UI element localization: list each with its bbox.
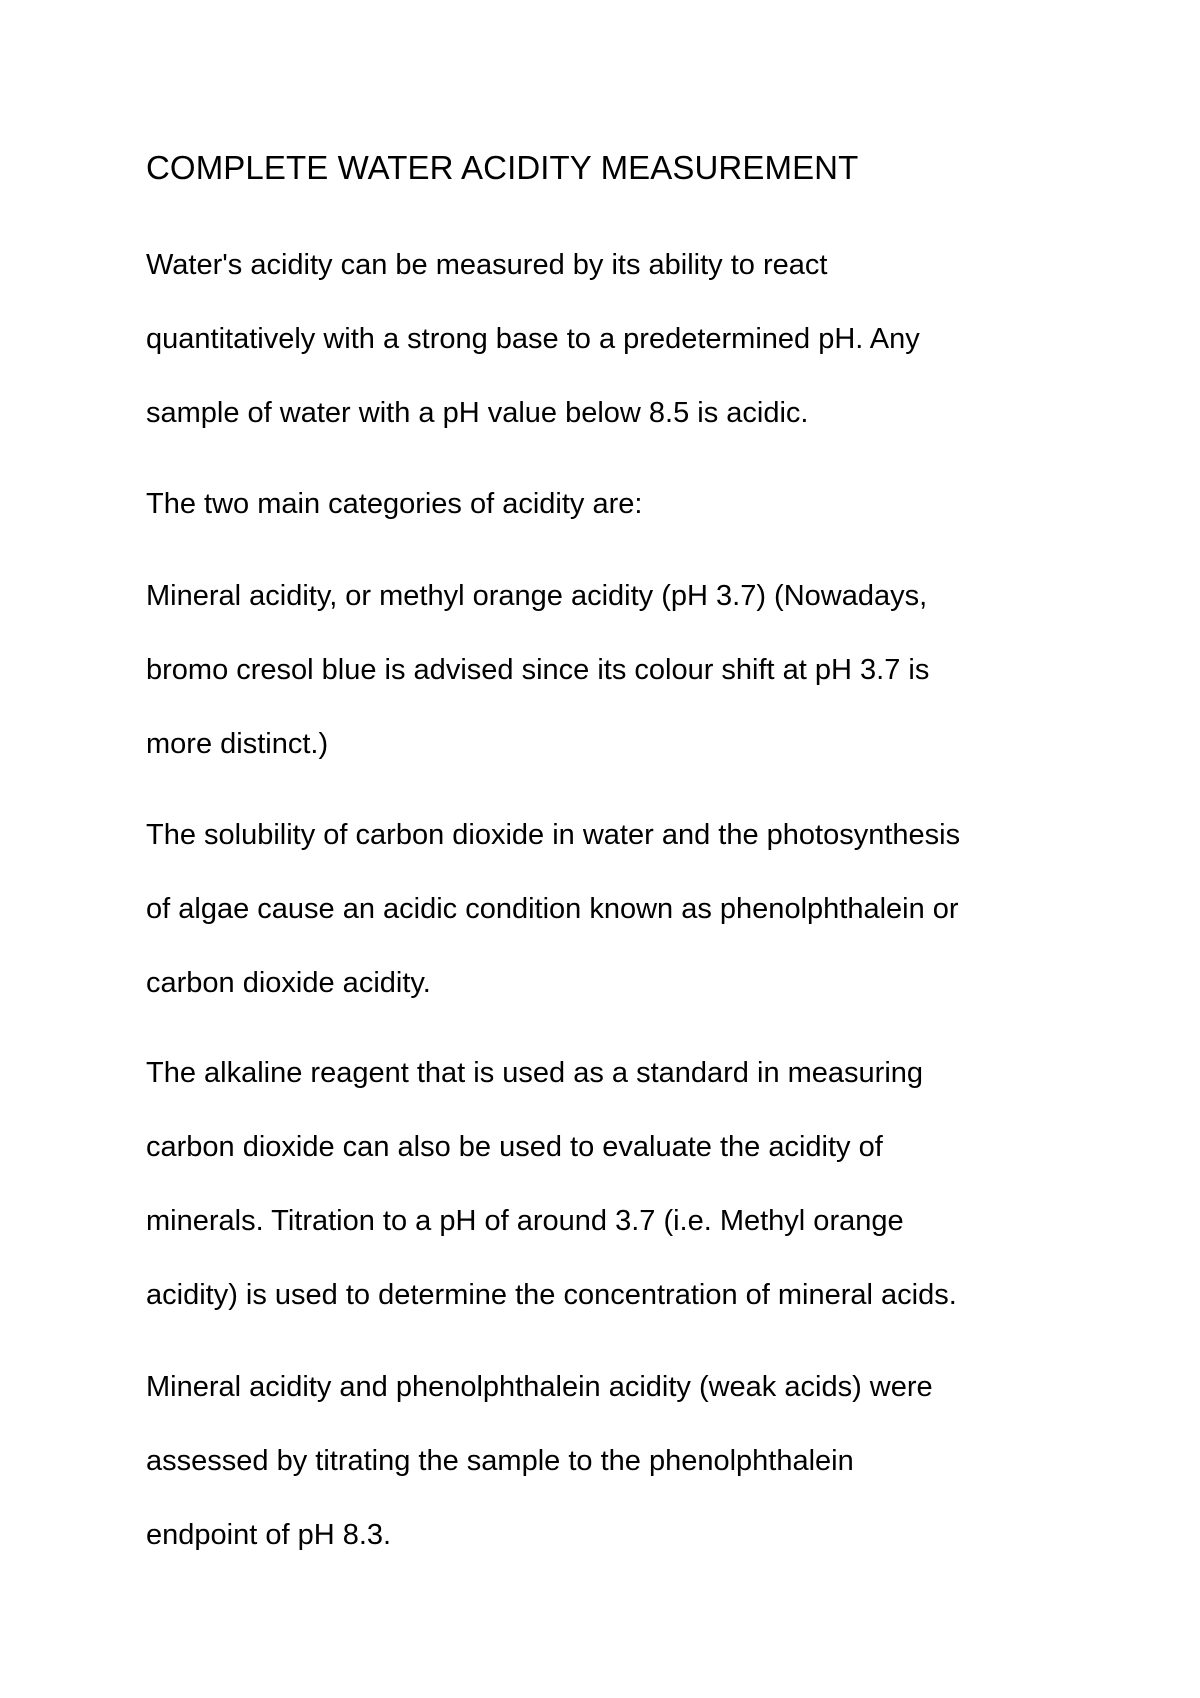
- paragraph-categories: [146, 467, 642, 541]
- paragraph-line: sample of water with a pH value below 8.5 is acidic.: [146, 397, 809, 429]
- paragraph-line: quantitatively with a strong base to a predetermined pH. Any: [146, 323, 920, 355]
- paragraph-line: Mineral acidity and phenolphthalein acidity (weak acids) were: [146, 1371, 933, 1403]
- paragraph-titration-endpoint: [146, 1350, 933, 1572]
- paragraph-carbon-dioxide-acidity: [146, 798, 960, 1020]
- paragraph-line: minerals. Titration to a pH of around 3.7 (i.e. Methyl orange: [146, 1205, 904, 1237]
- paragraph-line: Water's acidity can be measured by its ability to react: [146, 249, 828, 281]
- paragraph-line: endpoint of pH 8.3.: [146, 1519, 392, 1551]
- paragraph-line: assessed by titrating the sample to the phenolphthalein: [146, 1445, 854, 1477]
- paragraph-intro: [146, 228, 920, 450]
- paragraph-line: acidity) is used to determine the concentration of mineral acids.: [146, 1279, 957, 1311]
- paragraph-line: carbon dioxide can also be used to evaluate the acidity of: [146, 1131, 883, 1163]
- document-title: COMPLETE WATER ACIDITY MEASUREMENT: [146, 149, 859, 186]
- paragraph-line: of algae cause an acidic condition known as phenolphthalein or: [146, 893, 959, 925]
- paragraph-line: The two main categories of acidity are:: [146, 488, 643, 520]
- paragraph-line: more distinct.): [146, 728, 329, 760]
- paragraph-line: The alkaline reagent that is used as a standard in measuring: [146, 1057, 924, 1089]
- paragraph-line: bromo cresol blue is advised since its colour shift at pH 3.7 is: [146, 654, 930, 686]
- paragraph-line: The solubility of carbon dioxide in water and the photosynthesis: [146, 819, 961, 851]
- paragraph-alkaline-reagent: [146, 1036, 957, 1332]
- paragraph-line: Mineral acidity, or methyl orange acidity (pH 3.7) (Nowadays,: [146, 580, 928, 612]
- paragraph-line: carbon dioxide acidity.: [146, 967, 431, 999]
- paragraph-mineral-acidity: [146, 559, 929, 781]
